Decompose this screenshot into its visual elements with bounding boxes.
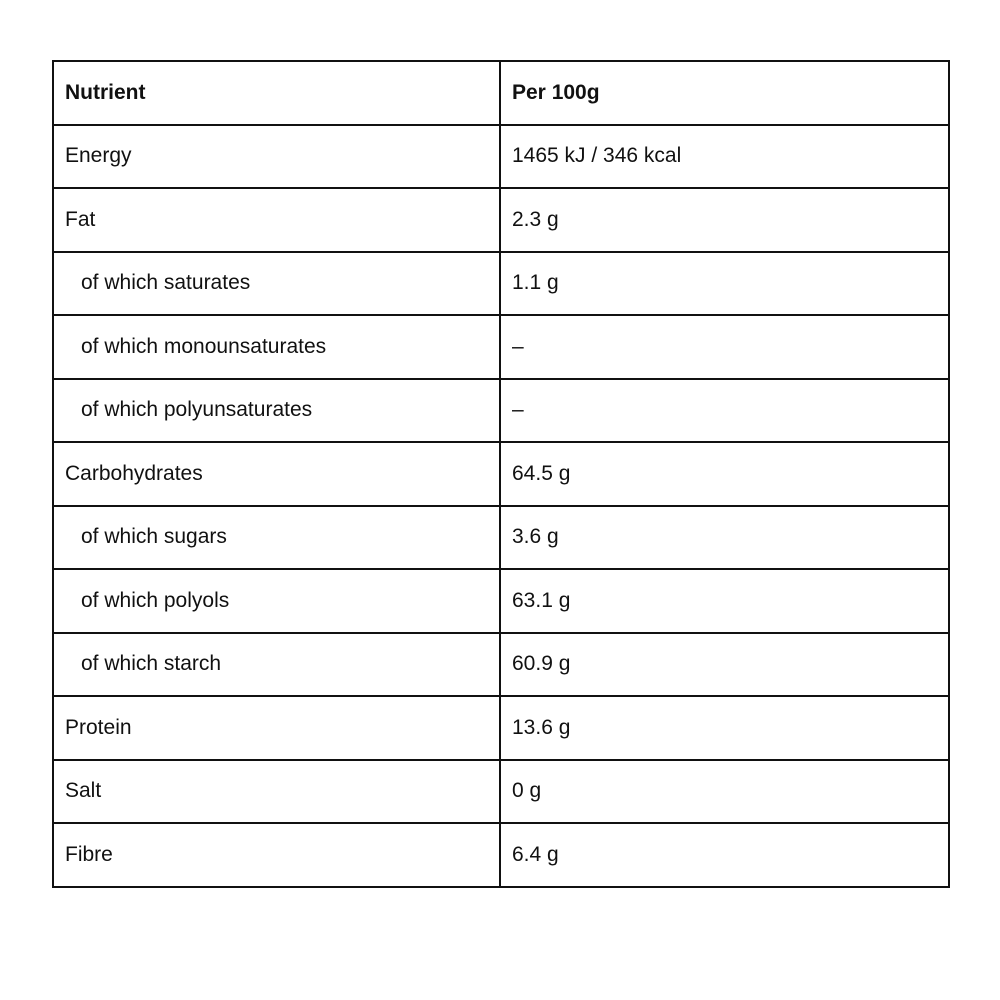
table-row [53, 252, 949, 316]
table-header-row [53, 61, 949, 125]
nutrient-value-cell: 0 g [500, 760, 949, 824]
table-body [53, 125, 949, 887]
table-row [53, 379, 949, 443]
nutrient-name-cell: of which saturates [53, 252, 500, 316]
nutrient-value-cell: 60.9 g [500, 633, 949, 697]
table-row [53, 188, 949, 252]
table-row [53, 633, 949, 697]
nutrient-name-cell: Carbohydrates [53, 442, 500, 506]
table-row [53, 315, 949, 379]
table-row [53, 823, 949, 887]
nutrient-value-cell: 1.1 g [500, 252, 949, 316]
table-row [53, 569, 949, 633]
table-row [53, 506, 949, 570]
table-row [53, 125, 949, 189]
nutrient-name-cell: Protein [53, 696, 500, 760]
nutrient-value-cell: 63.1 g [500, 569, 949, 633]
nutrient-name-cell: of which polyols [53, 569, 500, 633]
nutrient-value-cell: 2.3 g [500, 188, 949, 252]
nutrient-value-cell: – [500, 315, 949, 379]
nutrient-name-cell: Fibre [53, 823, 500, 887]
nutrition-table-container [52, 60, 948, 888]
nutrient-name-cell: of which polyunsaturates [53, 379, 500, 443]
nutrient-name-cell: of which starch [53, 633, 500, 697]
nutrient-value-cell: 13.6 g [500, 696, 949, 760]
table-row [53, 696, 949, 760]
header-per-100g: Per 100g [500, 61, 949, 125]
nutrient-value-cell: 6.4 g [500, 823, 949, 887]
nutrient-value-cell: 1465 kJ / 346 kcal [500, 125, 949, 189]
nutrient-name-cell: of which sugars [53, 506, 500, 570]
nutrient-value-cell: 3.6 g [500, 506, 949, 570]
table-row [53, 760, 949, 824]
nutrition-table [52, 60, 950, 888]
nutrient-name-cell: of which monounsaturates [53, 315, 500, 379]
nutrient-name-cell: Salt [53, 760, 500, 824]
nutrient-name-cell: Fat [53, 188, 500, 252]
nutrient-value-cell: – [500, 379, 949, 443]
header-nutrient: Nutrient [53, 61, 500, 125]
nutrient-name-cell: Energy [53, 125, 500, 189]
table-row [53, 442, 949, 506]
nutrient-value-cell: 64.5 g [500, 442, 949, 506]
